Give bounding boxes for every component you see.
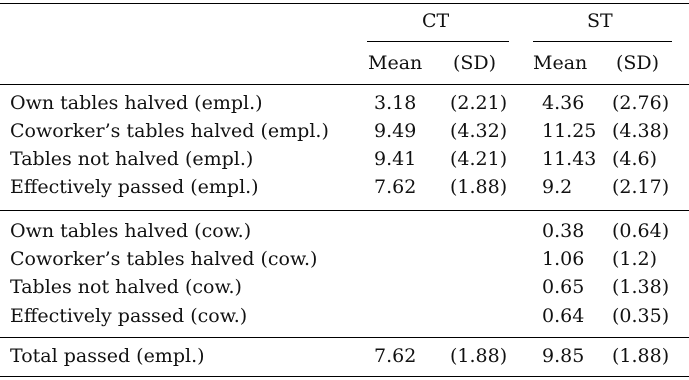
- ct-sd-cell: (4.21): [450, 148, 508, 170]
- ct-sd-cell: (1.88): [450, 176, 508, 198]
- section-rule-1: [0, 210, 689, 211]
- section-rule-2: [0, 337, 689, 338]
- st-mean-cell: 4.36: [542, 92, 585, 114]
- ct-mean-cell: 9.49: [374, 120, 417, 142]
- st-sd-cell: (0.64): [612, 220, 670, 242]
- top-rule: [0, 3, 689, 4]
- st-mean-cell: 11.43: [542, 148, 597, 170]
- st-mean-cell: 0.65: [542, 276, 585, 298]
- st-sd-cell: (1.38): [612, 276, 670, 298]
- ct-mean-cell: 9.41: [374, 148, 417, 170]
- ct-sd-cell: (1.88): [450, 345, 508, 367]
- st-mean-cell: 9.2: [542, 176, 573, 198]
- row-label: Effectively passed (cow.): [10, 305, 248, 327]
- st-sd-cell: (1.2): [612, 248, 658, 270]
- st-sd-cell: (0.35): [612, 305, 670, 327]
- st-mean-cell: 1.06: [542, 248, 585, 270]
- st-mean-cell: 0.64: [542, 305, 585, 327]
- subheader-ct-sd: (SD): [453, 52, 497, 74]
- group-rule-st: [533, 41, 672, 42]
- row-label: Coworker’s tables halved (cow.): [10, 248, 318, 270]
- ct-mean-cell: 3.18: [374, 92, 417, 114]
- row-label: Effectively passed (empl.): [10, 176, 259, 198]
- row-label: Tables not halved (empl.): [10, 148, 254, 170]
- subheader-st-mean: Mean: [533, 52, 588, 74]
- ct-mean-cell: 7.62: [374, 176, 417, 198]
- ct-mean-cell: 7.62: [374, 345, 417, 367]
- st-mean-cell: 9.85: [542, 345, 585, 367]
- row-label: Own tables halved (cow.): [10, 220, 252, 242]
- group-header-st: ST: [587, 10, 613, 32]
- subheader-ct-mean: Mean: [368, 52, 423, 74]
- row-label: Total passed (empl.): [10, 345, 205, 367]
- st-sd-cell: (1.88): [612, 345, 670, 367]
- st-mean-cell: 0.38: [542, 220, 585, 242]
- st-sd-cell: (4.6): [612, 148, 658, 170]
- subheader-st-sd: (SD): [616, 52, 660, 74]
- row-label: Coworker’s tables halved (empl.): [10, 120, 329, 142]
- st-mean-cell: 11.25: [542, 120, 597, 142]
- bottom-rule: [0, 376, 689, 377]
- ct-sd-cell: (4.32): [450, 120, 508, 142]
- group-header-ct: CT: [422, 10, 450, 32]
- ct-sd-cell: (2.21): [450, 92, 508, 114]
- row-label: Own tables halved (empl.): [10, 92, 263, 114]
- st-sd-cell: (2.17): [612, 176, 670, 198]
- st-sd-cell: (2.76): [612, 92, 670, 114]
- header-rule: [0, 84, 689, 85]
- group-rule-ct: [367, 41, 509, 42]
- st-sd-cell: (4.38): [612, 120, 670, 142]
- row-label: Tables not halved (cow.): [10, 276, 242, 298]
